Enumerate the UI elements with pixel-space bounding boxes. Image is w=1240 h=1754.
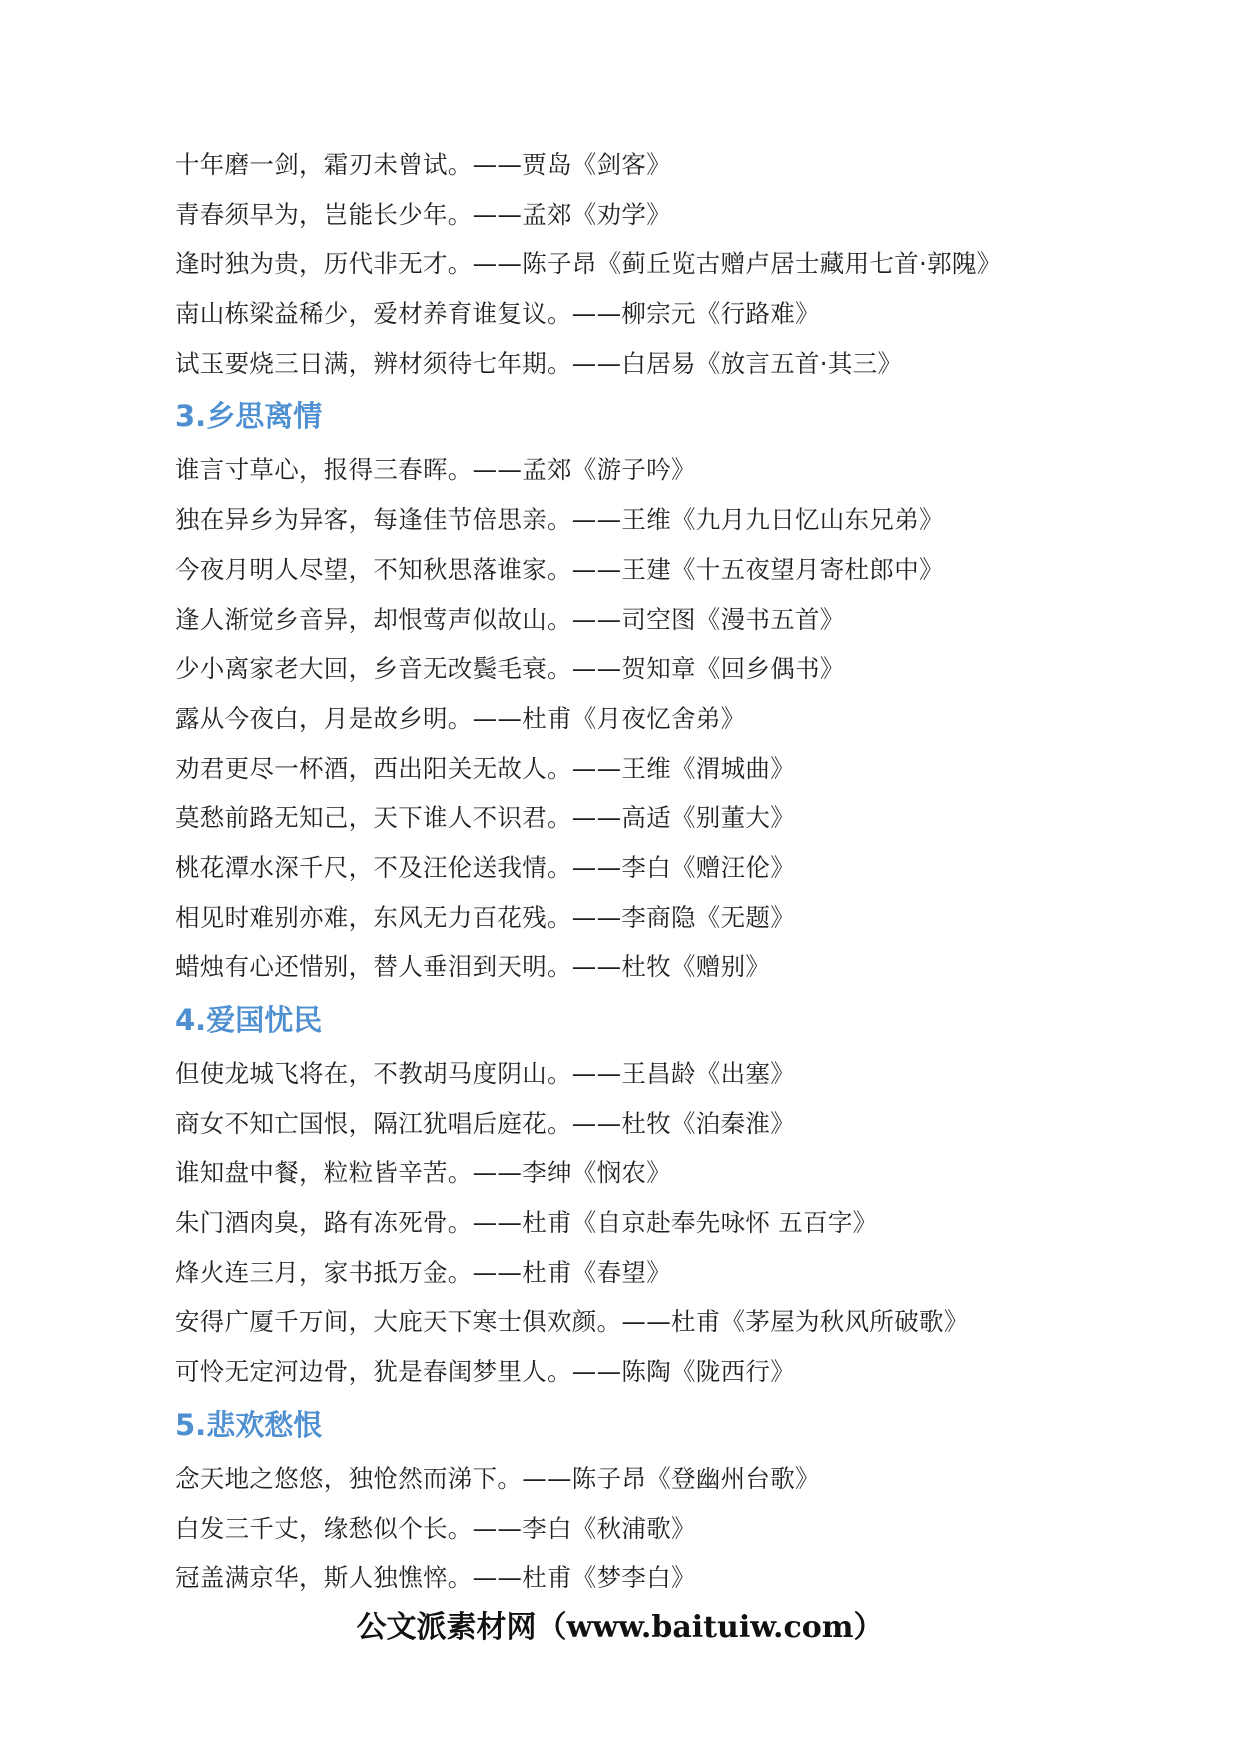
poem-line: 今夜月明人尽望，不知秋思落谁家。——王建《十五夜望月寄杜郎中》 [175,554,944,584]
footer-watermark: 公文派素材网（www.baituiw.com） [356,1610,884,1645]
poem-line: 试玉要烧三日满，辨材须待七年期。——白居易《放言五首·其三》 [175,348,903,378]
poem-line: 逢人渐觉乡音异，却恨莺声似故山。——司空图《漫书五首》 [175,604,845,634]
poem-line: 念天地之悠悠，独怆然而涕下。——陈子昂《登幽州台歌》 [175,1463,820,1493]
poem-line: 露从今夜白，月是故乡明。——杜甫《月夜忆舍弟》 [175,703,746,733]
poem-line: 十年磨一剑，霜刃未曾试。——贾岛《剑客》 [175,150,671,179]
poem-line: 劝君更尽一杯酒，西出阳关无故人。——王维《渭城曲》 [175,753,795,783]
poem-line: 南山栋梁益稀少，爱材养育谁复议。——柳宗元《行路难》 [175,299,820,329]
poem-line: 莫愁前路无知己，天下谁人不识君。——高适《别董大》 [175,803,795,833]
poem-line: 谁知盘中餐，粒粒皆辛苦。——李绅《悯农》 [175,1158,671,1188]
poem-line: 朱门酒肉臭，路有冻死骨。——杜甫《自京赴奉先咏怀 五百字》 [175,1208,878,1238]
section-heading: 3.乡思离情 [175,399,323,434]
poem-line: 白发三千丈，缘愁似个长。——李白《秋浦歌》 [175,1513,696,1543]
poem-line: 安得广厦千万间，大庇天下寒士俱欢颜。——杜甫《茅屋为秋风所破歌》 [175,1307,969,1337]
section-heading: 4.爱国忧民 [175,1003,323,1037]
poem-line: 但使龙城飞将在，不教胡马度阴山。——王昌龄《出塞》 [175,1059,795,1088]
poem-line: 商女不知亡国恨，隔江犹唱后庭花。——杜牧《泊秦淮》 [175,1108,795,1138]
section-heading: 5.悲欢愁恨 [175,1407,323,1442]
poem-line: 谁言寸草心，报得三春晖。——孟郊《游子吟》 [175,455,696,485]
poem-line: 冠盖满京华，斯人独憔悴。——杜甫《梦李白》 [175,1563,696,1593]
poem-line: 可怜无定河边骨，犹是春闺梦里人。——陈陶《陇西行》 [175,1357,795,1387]
poem-line: 烽火连三月，家书抵万金。——杜甫《春望》 [175,1257,671,1287]
poem-line: 独在异乡为异客，每逢佳节倍思亲。——王维《九月九日忆山东兄弟》 [175,505,944,535]
poem-line: 相见时难别亦难，东风无力百花残。——李商隐《无题》 [175,902,795,932]
poem-line: 桃花潭水深千尺，不及汪伦送我情。——李白《赠汪伦》 [175,852,795,882]
poem-line: 逢时独为贵，历代非无才。——陈子昂《蓟丘览古赠卢居士藏用七首·郭隗》 [175,249,1002,279]
poem-line: 蜡烛有心还惜别，替人垂泪到天明。——杜牧《赠别》 [175,952,771,982]
poem-line: 少小离家老大回，乡音无改鬓毛衰。——贺知章《回乡偶书》 [175,654,845,684]
poem-line: 青春须早为，岂能长少年。——孟郊《劝学》 [175,199,671,229]
document-body [175,140,1095,1603]
